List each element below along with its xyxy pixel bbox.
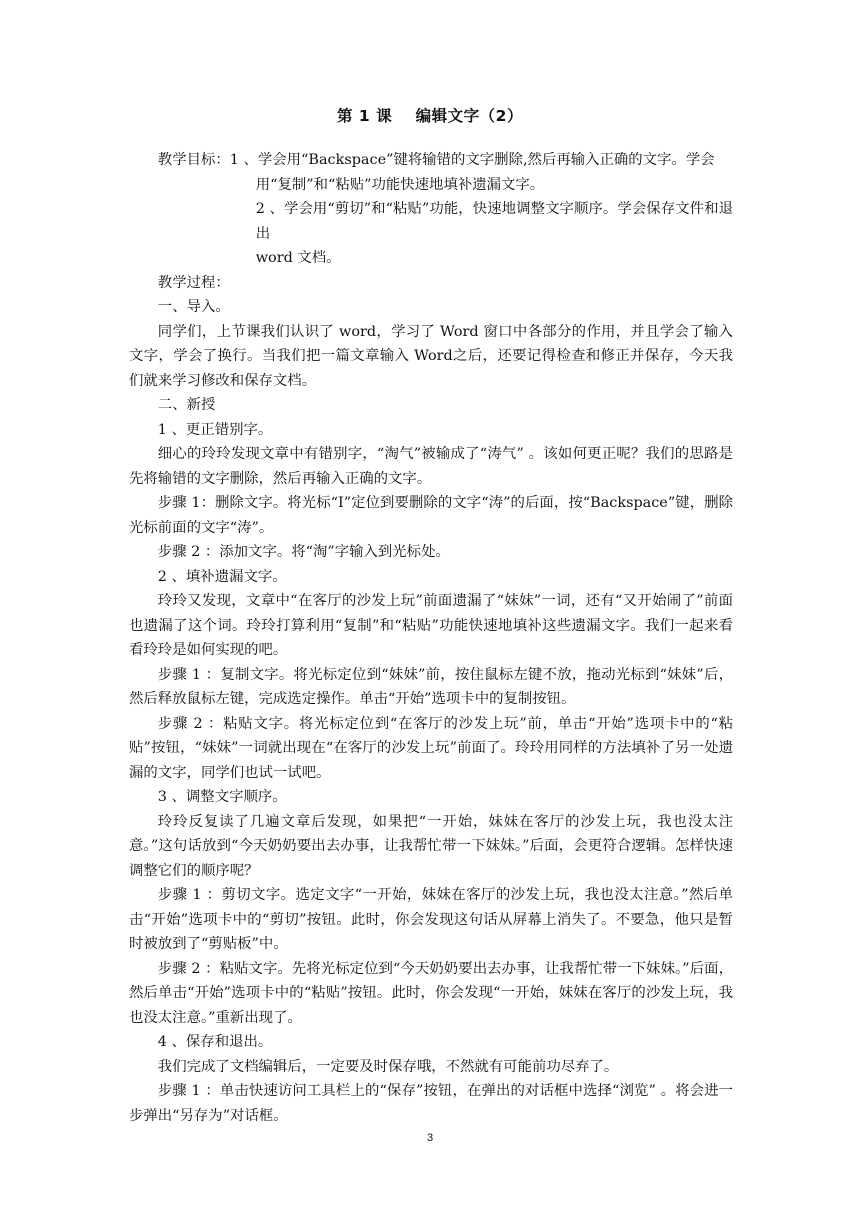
paragraph: 我们完成了文档编辑后，一定要及时保存哦，不然就有可能前功尽弃了。	[157, 1058, 619, 1075]
paragraph: 步骤 1 ：复制文字。将光标定位到“妹妹”前，按住鼠标左键不放，拖动光标到“妹妹”后，然后释放鼠标左键，完成选定操作。单击“开始”选项卡中的复制按钮。	[129, 666, 733, 707]
paragraph: 步骤 1 ：单击快速访问工具栏上的“保存”按钮，在弹出的对话框中选择“浏览” 。将会进一步弹出“另存为”对话框。	[129, 1083, 733, 1124]
paragraph: 同学们，上节课我们认识了 word，学习了 Word 窗口中各部分的作用，并且学会了输入文字，学会了换行。当我们把一篇文章输入 Word之后，还要记得检查和修正并保存，今天我们就来学习修改和保存文档。	[129, 323, 733, 389]
paragraph: 步骤 1 ：剪切文字。选定文字“一开始，妹妹在客厅的沙发上玩，我也没太注意。”然后单击“开始”选项卡中的“剪切”按钮。此时，你会发现这句话从屏幕上消失了。不要急，他只是暂时被放到了“剪贴板”中。	[129, 887, 733, 952]
paragraph: 用“复制”和“粘贴”功能快速地填补遗漏文字。	[255, 176, 545, 193]
paragraph: 4 、保存和退出。	[157, 1034, 273, 1050]
paragraph: 玲玲又发现，文章中“在客厅的沙发上玩”前面遗漏了“妹妹”一词，还有“又开始闹了”前面也遗漏了这个词。玲玲打算利用“复制”和“粘贴”功能快速地填补这些遗漏文字。我们一起来看看玲玲是如何实现的吧。	[129, 593, 733, 658]
paragraph: 2 、学会用“剪切”和“粘贴”功能，快速地调整文字顺序。学会保存文件和退出	[255, 201, 733, 242]
paragraph: 玲玲反复读了几遍文章后发现，如果把“一开始，妹妹在客厅的沙发上玩，我也没太注意。”这句话放到“今天奶奶要出去办事，让我帮忙带一下妹妹。”后面，会更符合逻辑。怎样快速调整它们的顺序呢？	[129, 813, 733, 879]
paragraph: 教学过程：	[157, 274, 230, 291]
paragraph: 步骤 2 ：粘贴文字。先将光标定位到“今天奶奶要出去办事，让我帮忙带一下妹妹。”后面，然后单击“开始”选项卡中的“粘贴”按钮。此时，你会发现“一开始，妹妹在客厅的沙发上玩，我也没太注意。”重新出现了。	[129, 960, 733, 1026]
paragraph: 步骤 1：删除文字。将光标“I”定位到要删除的文字“涛”的后面，按“Backspace”键，删除光标前面的文字“涛”。	[129, 495, 733, 536]
paragraph: 二、新授	[157, 397, 216, 413]
paragraph: 步骤 2 ：添加文字。将“淘”字输入到光标处。	[157, 544, 450, 560]
paragraph: 细心的玲玲发现文章中有错别字，“淘气”被输成了“涛气” 。该如何更正呢？我们的思路是先将输错的文字删除，然后再输入正确的文字。	[129, 446, 733, 487]
paragraph: 1 、更正错别字。	[157, 421, 273, 438]
paragraph: 一、导入。	[157, 299, 230, 315]
paragraph: 教学目标：1 、学会用“Backspace”键将输错的文字删除,然后再输入正确的文字。学会	[157, 152, 715, 168]
page-number: 3	[426, 1132, 434, 1144]
paragraph: 3 、调整文字顺序。	[157, 789, 287, 805]
document-body	[129, 148, 733, 1128]
paragraph: word 文档。	[255, 250, 341, 266]
page-title: 第 1 课 编辑文字（2）	[337, 107, 523, 125]
paragraph: 步骤 2 ：粘贴文字。将光标定位到“在客厅的沙发上玩”前，单击“开始”选项卡中的“粘贴”按钮，“妹妹”一词就出现在“在客厅的沙发上玩”前面了。玲玲用同样的方法填补了另一处遗漏的文字，同学们也试一试吧。	[129, 715, 733, 781]
paragraph: 2 、填补遗漏文字。	[157, 568, 287, 585]
